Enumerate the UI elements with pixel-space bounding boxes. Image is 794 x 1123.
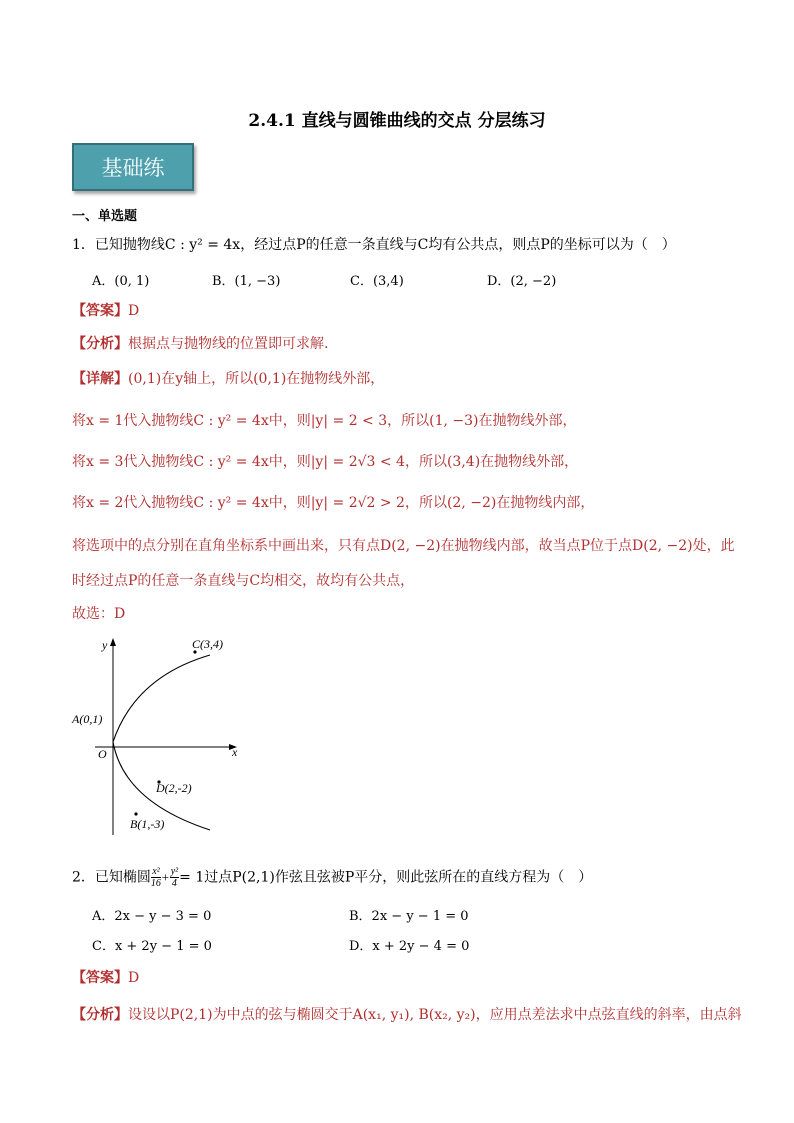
q2-option-d: D．x + 2y − 4 = 0 <box>349 939 470 954</box>
q1-option-d: D．(2, −2) <box>487 274 557 289</box>
section-heading: 一、单选题 <box>72 209 138 224</box>
parabola-curve <box>113 655 210 830</box>
q1-option-b: B．(1, −3) <box>212 274 281 289</box>
q1-analysis <box>72 333 328 353</box>
q1-answer <box>72 300 139 320</box>
detail-line: 将x = 1代入抛物线C : y² = 4x中，则|y| = 2 < 3，所以(1, −3)在抛物线外部， <box>72 413 577 429</box>
answer-tag: 【答案】 <box>72 970 128 986</box>
q2-option-a: A．2x − y − 3 = 0 <box>92 909 212 924</box>
q1-stem: 1．已知抛物线C : y² = 4x，经过点P的任意一条直线与C均有公共点，则点P的坐标可以为（ ） <box>72 237 676 253</box>
origin-label: O <box>98 747 107 761</box>
q1-option-a: A．(0, 1) <box>92 274 150 289</box>
detail-line: 将选项中的点分别在直角坐标系中画出来，只有点D(2, −2)在抛物线内部，故当点P位于点D(2, −2)处，此 <box>72 538 735 554</box>
fraction-y <box>170 866 179 889</box>
detail-line: 故选：D <box>72 606 126 622</box>
parabola-figure <box>72 630 250 840</box>
q2-option-c: C．x + 2y − 1 = 0 <box>92 939 212 954</box>
point-c-label: C(3,4) <box>192 637 223 651</box>
point-b-label: B(1,-3) <box>130 817 165 831</box>
detail-line: 将x = 3代入抛物线C : y² = 4x中，则|y| = 2√3 < 4，所以(3,4)在抛物线外部， <box>72 454 579 470</box>
q1-detail <box>72 368 384 388</box>
page-title: 2.4.1 直线与圆锥曲线的交点 分层练习 <box>248 111 546 131</box>
x-axis-label: x <box>232 745 238 759</box>
fraction-x <box>151 866 161 889</box>
y-axis-label: y <box>102 638 108 652</box>
q2-stem-pre: 2．已知椭圆 <box>72 869 151 886</box>
analysis-text: 设设以P(2,1)为中点的弦与椭圆交于A(x₁, y₁), B(x₂, y₂)，应用点差法求中点弦直线的斜率，由点斜 <box>128 1007 742 1023</box>
y-axis-arrow <box>110 638 116 646</box>
q2-analysis <box>72 1004 742 1024</box>
fraction-denominator: 4 <box>171 878 177 889</box>
detail-line: (0,1)在y轴上，所以(0,1)在抛物线外部， <box>128 371 385 387</box>
fraction-denominator: 16 <box>150 878 161 889</box>
answer-tag: 【答案】 <box>72 303 128 319</box>
answer-value: D <box>128 970 140 986</box>
detail-line: 将x = 2代入抛物线C : y² = 4x中，则|y| = 2√2 > 2，所以(2, −2)在抛物线内部， <box>72 495 595 511</box>
analysis-text: 根据点与抛物线的位置即可求解. <box>128 336 329 352</box>
q2-stem-post: = 1过点P(2,1)作弦且弦被P平分，则此弦所在的直线方程为（ ） <box>179 869 593 886</box>
detail-tag: 【详解】 <box>72 371 128 387</box>
q2-answer <box>72 967 139 987</box>
analysis-tag: 【分析】 <box>72 1007 128 1023</box>
q2-option-b: B．2x − y − 1 = 0 <box>349 909 469 924</box>
answer-value: D <box>128 303 140 319</box>
plus-sign: + <box>160 869 170 885</box>
q2-stem <box>72 866 592 889</box>
analysis-tag: 【分析】 <box>72 336 128 352</box>
fraction-numerator: x² <box>152 866 160 877</box>
point-b <box>134 812 137 815</box>
level-badge: 基础练 <box>72 143 194 191</box>
fraction-numerator: y² <box>170 866 179 877</box>
q1-option-c: C．(3,4) <box>350 274 404 289</box>
point-a-label: A(0,1) <box>72 712 103 726</box>
point-d-label: D(2,-2) <box>156 781 192 795</box>
detail-line: 时经过点P的任意一条直线与C均相交，故均有公共点， <box>72 573 415 589</box>
